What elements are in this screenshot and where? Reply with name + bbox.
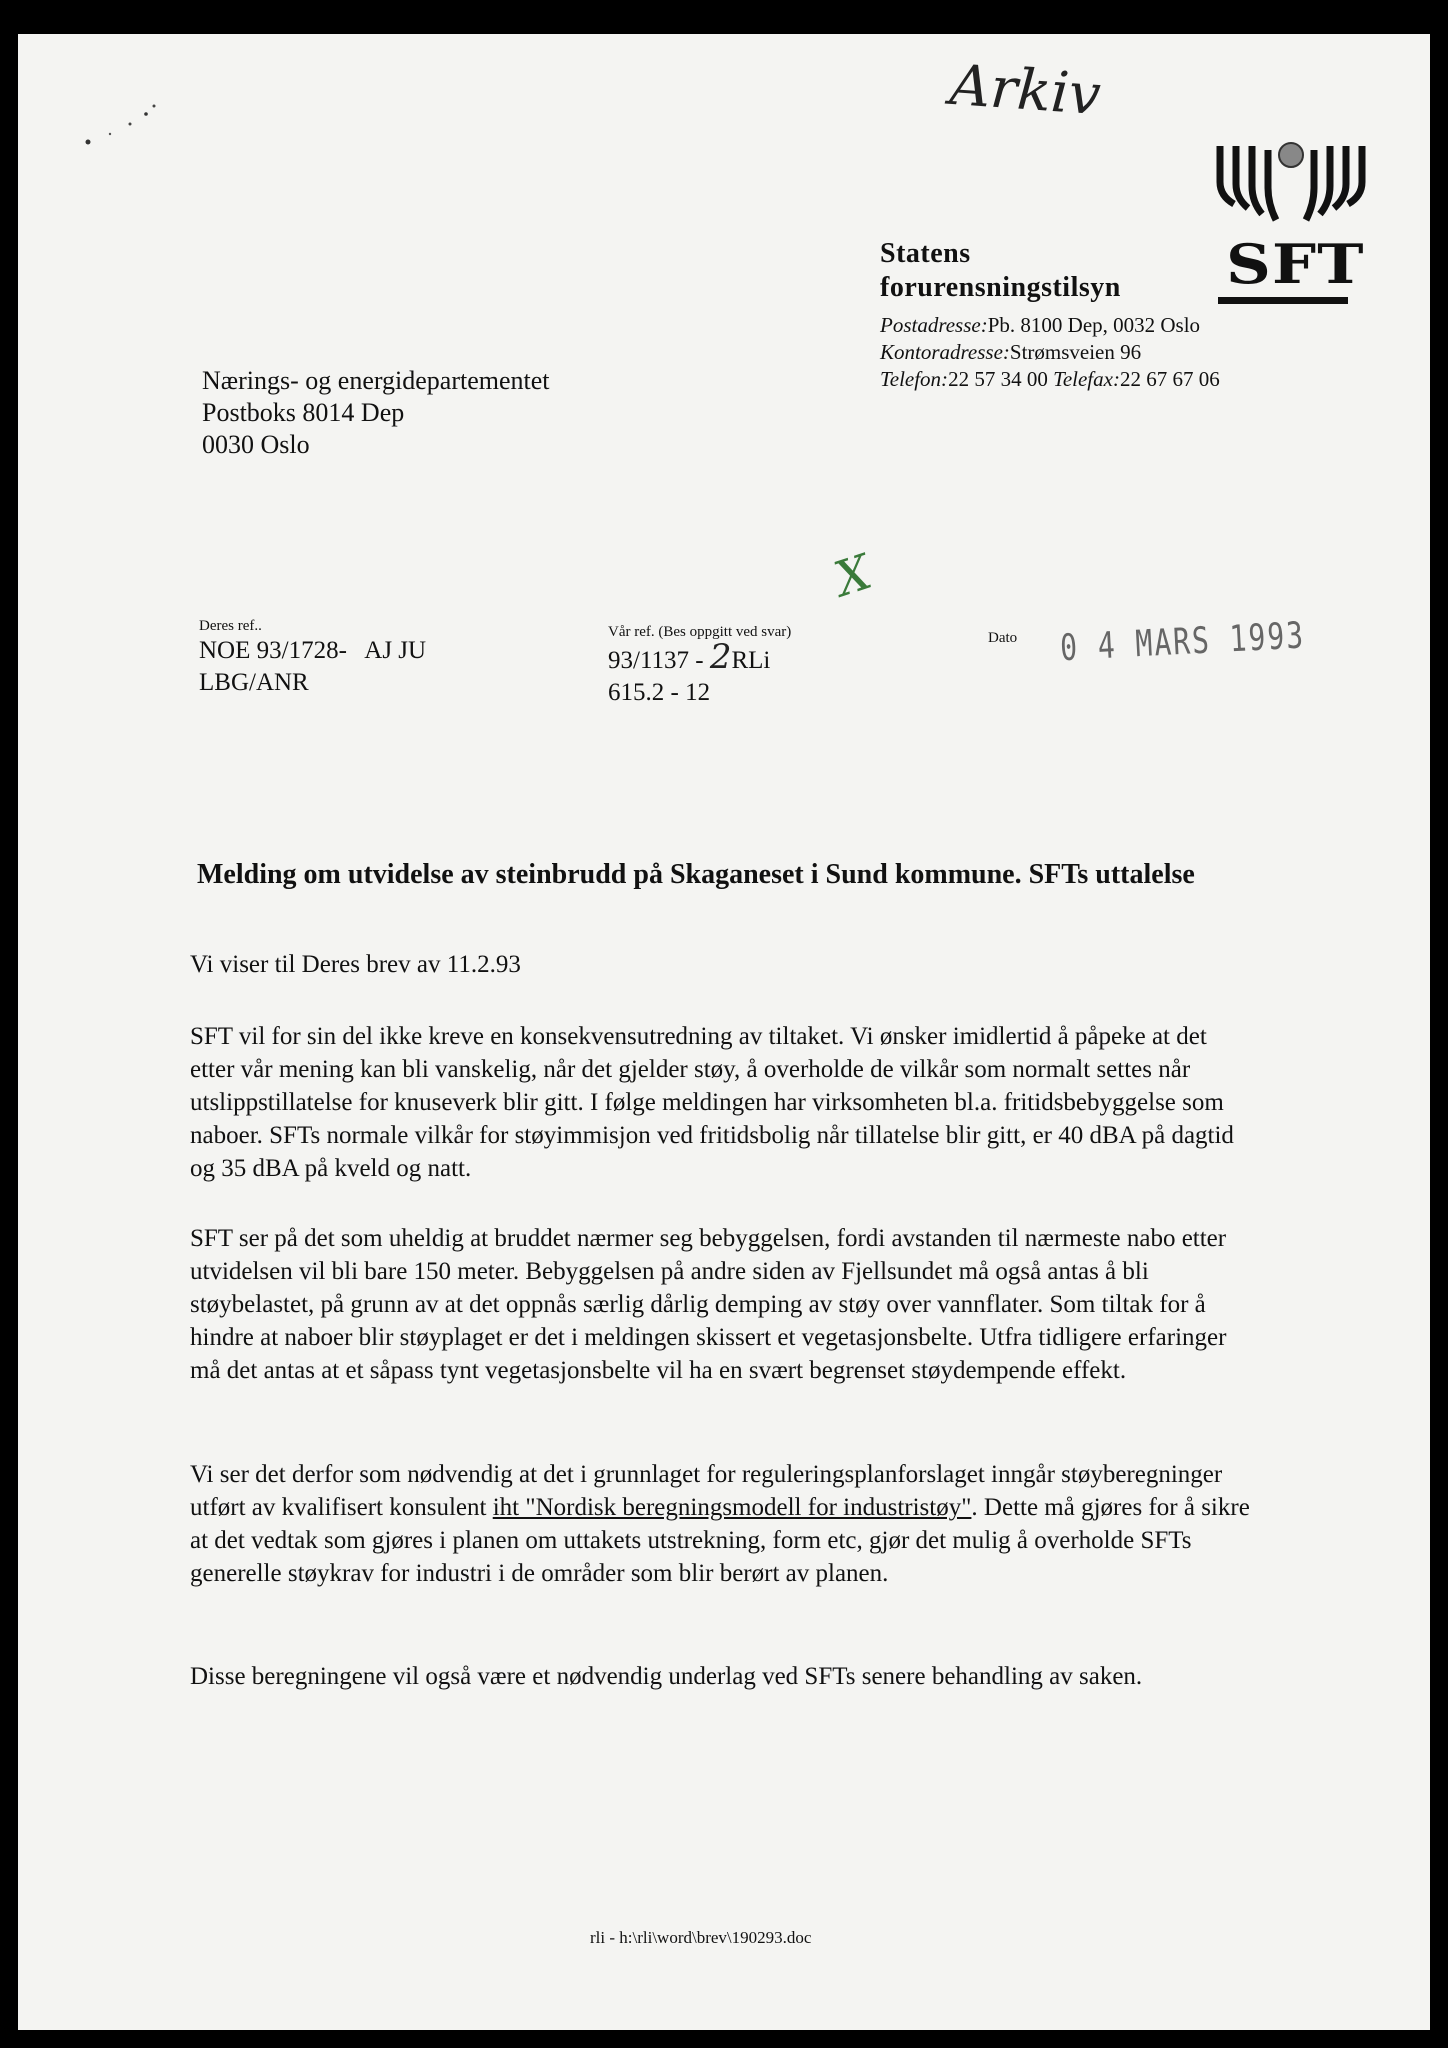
phone-fax: Telefon:22 57 34 00 Telefax:22 67 67 06: [880, 367, 1220, 391]
paragraph-3: Vi ser det derfor som nødvendig at det i grunnlaget for reguleringsplanforslaget inngår støyberegninger utført av kvalifisert konsulent iht "Nordisk beregningsmodell for industristøy". Dette må gjøres for å sikre at det vedtak som gjøres i planen om uttakets utstrekning, form etc, gjør det mulig å overholde SFTs generelle støykrav for industri i de områder som blir berørt av planen.: [190, 1461, 1250, 1587]
postal-address: Postadresse:Pb. 8100 Dep, 0032 Oslo: [880, 313, 1201, 337]
recipient-line-3: 0030 Oslo: [202, 430, 310, 459]
office-address: Kontoradresse:Strømsveien 96: [880, 340, 1142, 364]
our-reference-label: Vår ref. (Bes oppgitt ved svar): [608, 624, 792, 640]
their-reference: [199, 618, 426, 699]
contact-block: [880, 312, 1220, 393]
letter-title: Melding om utvidelse av steinbrudd på Skaganeset i Sund kommune. SFTs uttalelse: [197, 859, 1195, 890]
paragraph-1: SFT vil for sin del ikke kreve en konsekvensutredning av tiltaket. Vi ønsker imidlertid å påpeke at det etter vår mening kan bli vanskelig, når det gjelder støy, å overholde de vilkår som normalt settes når utslippstillatelse for knuseverk blir gitt. I følge meldingen har virksomheten bl.a. fritidsbebyggelse som naboer. SFTs normale vilkår for støyimmisjon ved fritidsbolig når tillatelse blir gitt, er 40 dBA på dagtid og 35 dBA på kveld og natt.: [190, 1023, 1234, 1182]
handwritten-check-mark: X: [828, 544, 878, 608]
org-line-1: Statens: [880, 238, 971, 269]
their-reference-label: Deres ref..: [199, 618, 262, 634]
org-line-2: forurensningstilsyn: [880, 272, 1121, 303]
date-stamp: 0 4 MARS 1993: [1059, 613, 1307, 670]
their-reference-line-1: NOE 93/1728- AJ JU: [199, 637, 427, 664]
logo-underline: [1218, 297, 1348, 304]
organization-name: [880, 237, 1121, 305]
scan-specks: [80, 98, 170, 148]
sft-logo-text: SFT: [1226, 232, 1365, 296]
date-label: Dato: [988, 630, 1018, 646]
our-reference-line-2: 615.2 - 12: [608, 679, 711, 706]
our-reference: [608, 624, 791, 709]
sft-logo-icon: [1214, 142, 1368, 226]
calculation-model-reference: iht "Nordisk beregningsmodell for industristøy": [492, 1494, 972, 1521]
paragraph-4: Disse beregningene vil også være et nødvendig underlag ved SFTs senere behandling av saken.: [190, 1663, 1143, 1690]
recipient-address: [202, 365, 550, 461]
paragraph-2: SFT ser på det som uheldig at bruddet nærmer seg bebyggelsen, fordi avstanden til nærmeste nabo etter utvidelsen vil bli bare 150 meter. Bebyggelsen på andre siden av Fjellsundet må også antas å bli støybelastet, på grunn av at det oppnås særlig dårlig demping av støy over vannflater. Som tiltak for å hindre at naboer blir støyplaget er det i meldingen skissert et vegetasjonsbelte. Utfra tidligere erfaringer må det antas at et såpass tynt vegetasjonsbelte vil ha en svært begrenset støydempende effekt.: [190, 1225, 1227, 1384]
recipient-line-2: Postboks 8014 Dep: [202, 398, 405, 427]
handwritten-arkiv-note: Arkiv: [947, 52, 1103, 129]
handwritten-ref-digit: 2: [709, 637, 732, 677]
recipient-line-1: Nærings- og energidepartementet: [202, 366, 550, 395]
their-reference-line-2: LBG/ANR: [199, 669, 309, 696]
our-reference-line-1: 93/1137 - 2RLi: [608, 637, 771, 677]
intro-line: Vi viser til Deres brev av 11.2.93: [190, 951, 521, 978]
file-path-footer: rli - h:\rli\word\brev\190293.doc: [590, 1928, 812, 1947]
